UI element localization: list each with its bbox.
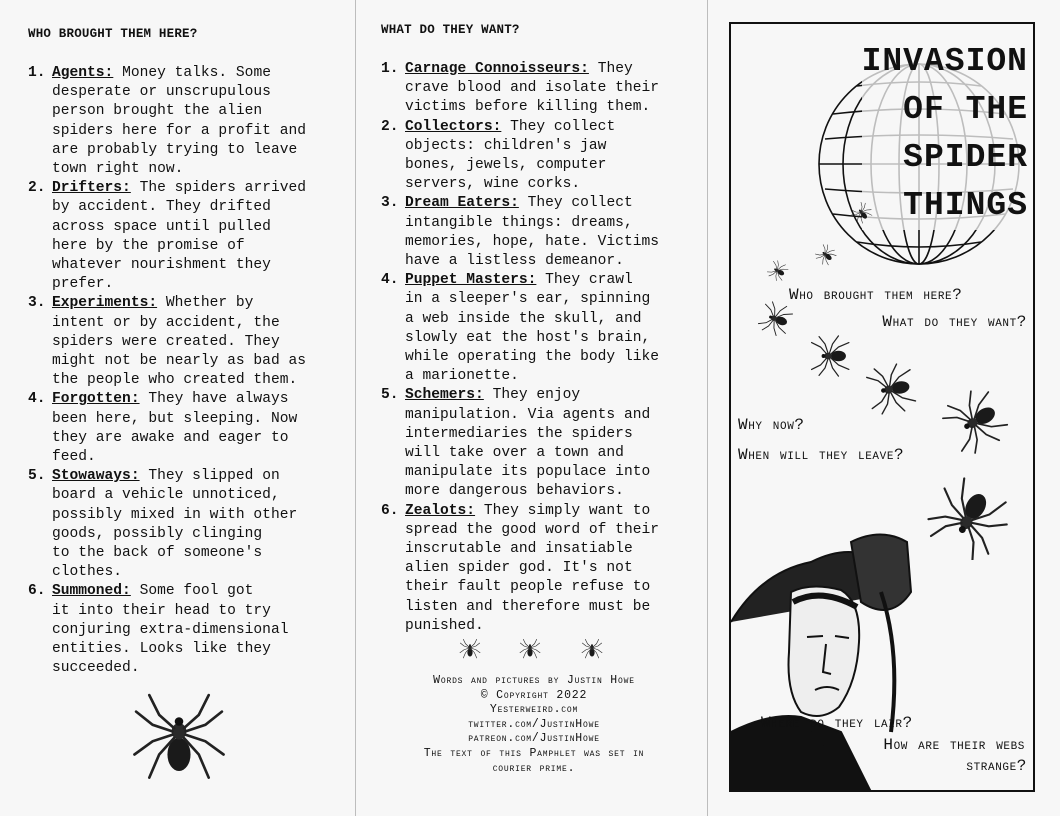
item-number: 1.: [28, 65, 46, 81]
credits-block: [384, 674, 684, 776]
item-term: Stowaways:: [52, 468, 140, 485]
list-item: [28, 582, 348, 678]
item-text-line: intent or by accident, the: [52, 314, 280, 331]
small-spider-icon: [456, 634, 484, 664]
item-text-line: by accident. They drifted: [52, 199, 271, 216]
item-text-line: objects: children's jaw: [405, 137, 607, 154]
item-text-line: alien spider god. It's not: [405, 560, 633, 577]
item-text-line: Whether by: [165, 295, 254, 312]
item-text-line: crave blood and isolate their: [405, 80, 659, 97]
item-text-line: person brought the alien: [52, 103, 263, 120]
item-text-line: They collect: [527, 195, 633, 212]
item-term: Experiments:: [52, 295, 158, 312]
item-text-line: succeeded.: [52, 660, 140, 677]
spider-illustration: [845, 196, 879, 230]
small-spider-icon: [578, 634, 606, 664]
item-text-line: they are awake and eager to: [52, 429, 289, 446]
item-text-line: intangible things: dreams,: [405, 214, 633, 231]
panel-who-brought-them: [0, 0, 355, 816]
title-line: THINGS: [862, 182, 1028, 230]
question-what: What do they want?: [882, 313, 1027, 331]
item-text-line: listen and therefore must be: [405, 598, 651, 615]
item-text-line: bones, jewels, computer: [405, 157, 607, 174]
item-text-line: The spiders arrived: [139, 180, 306, 197]
panel-cover: [708, 0, 1060, 816]
item-term: Drifters:: [52, 180, 131, 197]
item-term: Zealots:: [405, 502, 476, 519]
panel-what-do-they-want: [356, 0, 707, 816]
item-text-line: whatever nourishment they: [52, 257, 271, 274]
item-text-line: intermediaries the spiders: [405, 425, 633, 442]
item-text-line: spiders were created. They: [52, 333, 280, 350]
item-text-line: a web inside the skull, and: [405, 310, 642, 327]
panel2-heading: WHAT DO THEY WANT?: [381, 23, 520, 37]
item-text-line: their fault people refuse to: [405, 579, 651, 596]
item-text-line: They slipped on: [148, 468, 280, 485]
spider-illustration: [803, 328, 859, 384]
tarantula-illustration: [124, 688, 234, 788]
title-line: SPIDER: [862, 134, 1028, 182]
item-term: Dream Eaters:: [405, 195, 519, 212]
question-where: Where do they lair?: [761, 714, 913, 732]
credit-line: Yesterweird.com: [489, 703, 579, 717]
item-number: 2.: [28, 180, 46, 197]
item-text-line: clothes.: [52, 564, 123, 581]
item-text-line: town right now.: [52, 161, 184, 178]
cover-title: [862, 38, 1028, 230]
item-text-line: manipulation. Via agents and: [405, 406, 651, 423]
credit-line: © Copyright 2022: [480, 688, 588, 702]
item-text-line: desperate or unscrupulous: [52, 84, 271, 101]
item-number: 3.: [28, 295, 46, 312]
item-text-line: slowly eat the host's brain,: [405, 329, 651, 346]
spider-illustration: [861, 358, 923, 420]
title-line: INVASION: [862, 38, 1028, 86]
item-text-line: in a sleeper's ear, spinning: [405, 291, 651, 308]
list-item: [28, 64, 348, 179]
item-text-line: spread the good word of their: [405, 521, 659, 538]
list-item: [381, 194, 701, 271]
item-term: Carnage Connoisseurs:: [405, 61, 589, 77]
item-text-line: board a vehicle unnoticed,: [52, 487, 280, 504]
item-text-line: been here, but sleeping. Now: [52, 410, 298, 427]
item-text-line: prefer.: [52, 276, 114, 293]
item-text-line: to the back of someone's: [52, 545, 263, 562]
item-number: 4.: [381, 272, 399, 289]
question-why: Why now?: [738, 416, 805, 434]
item-text-line: possibly mixed in with other: [52, 506, 298, 523]
item-text-line: the people who created them.: [52, 372, 298, 389]
item-text-line: will take over a town and: [405, 445, 624, 462]
credit-line: patreon.com/JustinHowe: [468, 732, 600, 746]
spider-illustration: [761, 254, 795, 288]
item-number: 5.: [381, 387, 399, 404]
question-how-2: strange?: [966, 757, 1027, 775]
item-term: Agents:: [52, 65, 114, 81]
item-text-line: conjuring extra-dimensional: [52, 621, 289, 638]
item-text-line: have a listless demeanor.: [405, 253, 624, 270]
item-number: 5.: [28, 468, 46, 485]
item-text-line: memories, hope, hate. Victims: [405, 233, 659, 250]
item-text-line: They crawl: [545, 272, 633, 289]
item-text-line: might not be nearly as bad as: [52, 353, 306, 370]
list-item: [28, 294, 348, 390]
spider-illustration: [941, 386, 1011, 456]
motives-list: [381, 60, 701, 636]
origins-list: [28, 64, 348, 679]
item-text-line: while operating the body like: [405, 349, 659, 366]
item-term: Puppet Masters:: [405, 272, 537, 289]
item-text-line: inscrutable and insatiable: [405, 541, 633, 558]
item-text-line: across space until pulled: [52, 218, 271, 235]
list-item: [381, 271, 701, 386]
item-text-line: feed.: [52, 449, 96, 466]
item-number: 3.: [381, 195, 399, 212]
item-term: Forgotten:: [52, 391, 140, 408]
list-item: [381, 502, 701, 636]
item-text-line: here by the promise of: [52, 237, 245, 254]
credit-line: The text of this Pamphlet was set in: [423, 746, 645, 760]
list-item: [28, 467, 348, 582]
item-number: 4.: [28, 391, 46, 408]
item-text-line: manipulate its populace into: [405, 464, 651, 481]
item-text-line: Money talks. Some: [122, 65, 271, 81]
item-text-line: servers, wine corks.: [405, 176, 581, 193]
credit-line: twitter.com/JustinHowe: [468, 717, 600, 731]
small-spider-icon: [516, 634, 544, 664]
item-text-line: goods, possibly clinging: [52, 525, 263, 542]
item-text-line: more dangerous behaviors.: [405, 483, 624, 500]
spider-illustration: [809, 238, 843, 272]
list-item: [381, 118, 701, 195]
item-text-line: entities. Looks like they: [52, 641, 271, 658]
item-text-line: punished.: [405, 617, 484, 634]
item-number: 6.: [28, 583, 46, 600]
credit-line: courier prime.: [492, 761, 576, 775]
item-text-line: a marionette.: [405, 368, 519, 385]
question-who: Who brought them here?: [789, 286, 963, 304]
item-number: 2.: [381, 118, 399, 135]
item-text-line: spiders here for a profit and: [52, 122, 306, 139]
item-text-line: Some fool got: [139, 583, 254, 600]
cover-frame: [729, 22, 1035, 792]
list-item: [381, 60, 701, 118]
item-text-line: They: [597, 61, 633, 77]
item-text-line: are probably trying to leave: [52, 141, 298, 158]
item-term: Schemers:: [405, 387, 484, 404]
item-text-line: They collect: [510, 118, 616, 135]
item-number: 1.: [381, 61, 399, 77]
list-item: [28, 179, 348, 294]
item-term: Summoned:: [52, 583, 131, 600]
item-text-line: victims before killing them.: [405, 99, 651, 116]
list-item: [381, 386, 701, 501]
item-text-line: They have always: [148, 391, 289, 408]
spider-illustration: [927, 476, 1011, 560]
item-text-line: They enjoy: [492, 387, 581, 404]
panel1-heading: WHO BROUGHT THEM HERE?: [28, 27, 198, 41]
question-how: How are their webs: [883, 736, 1025, 754]
list-item: [28, 390, 348, 467]
title-line: OF THE: [862, 86, 1028, 134]
item-text-line: They simply want to: [483, 502, 651, 519]
item-number: 6.: [381, 502, 399, 519]
credit-line: Words and pictures by Justin Howe: [433, 674, 635, 687]
item-term: Collectors:: [405, 118, 502, 135]
question-when: When will they leave?: [738, 446, 905, 464]
item-text-line: it into their head to try: [52, 602, 271, 619]
